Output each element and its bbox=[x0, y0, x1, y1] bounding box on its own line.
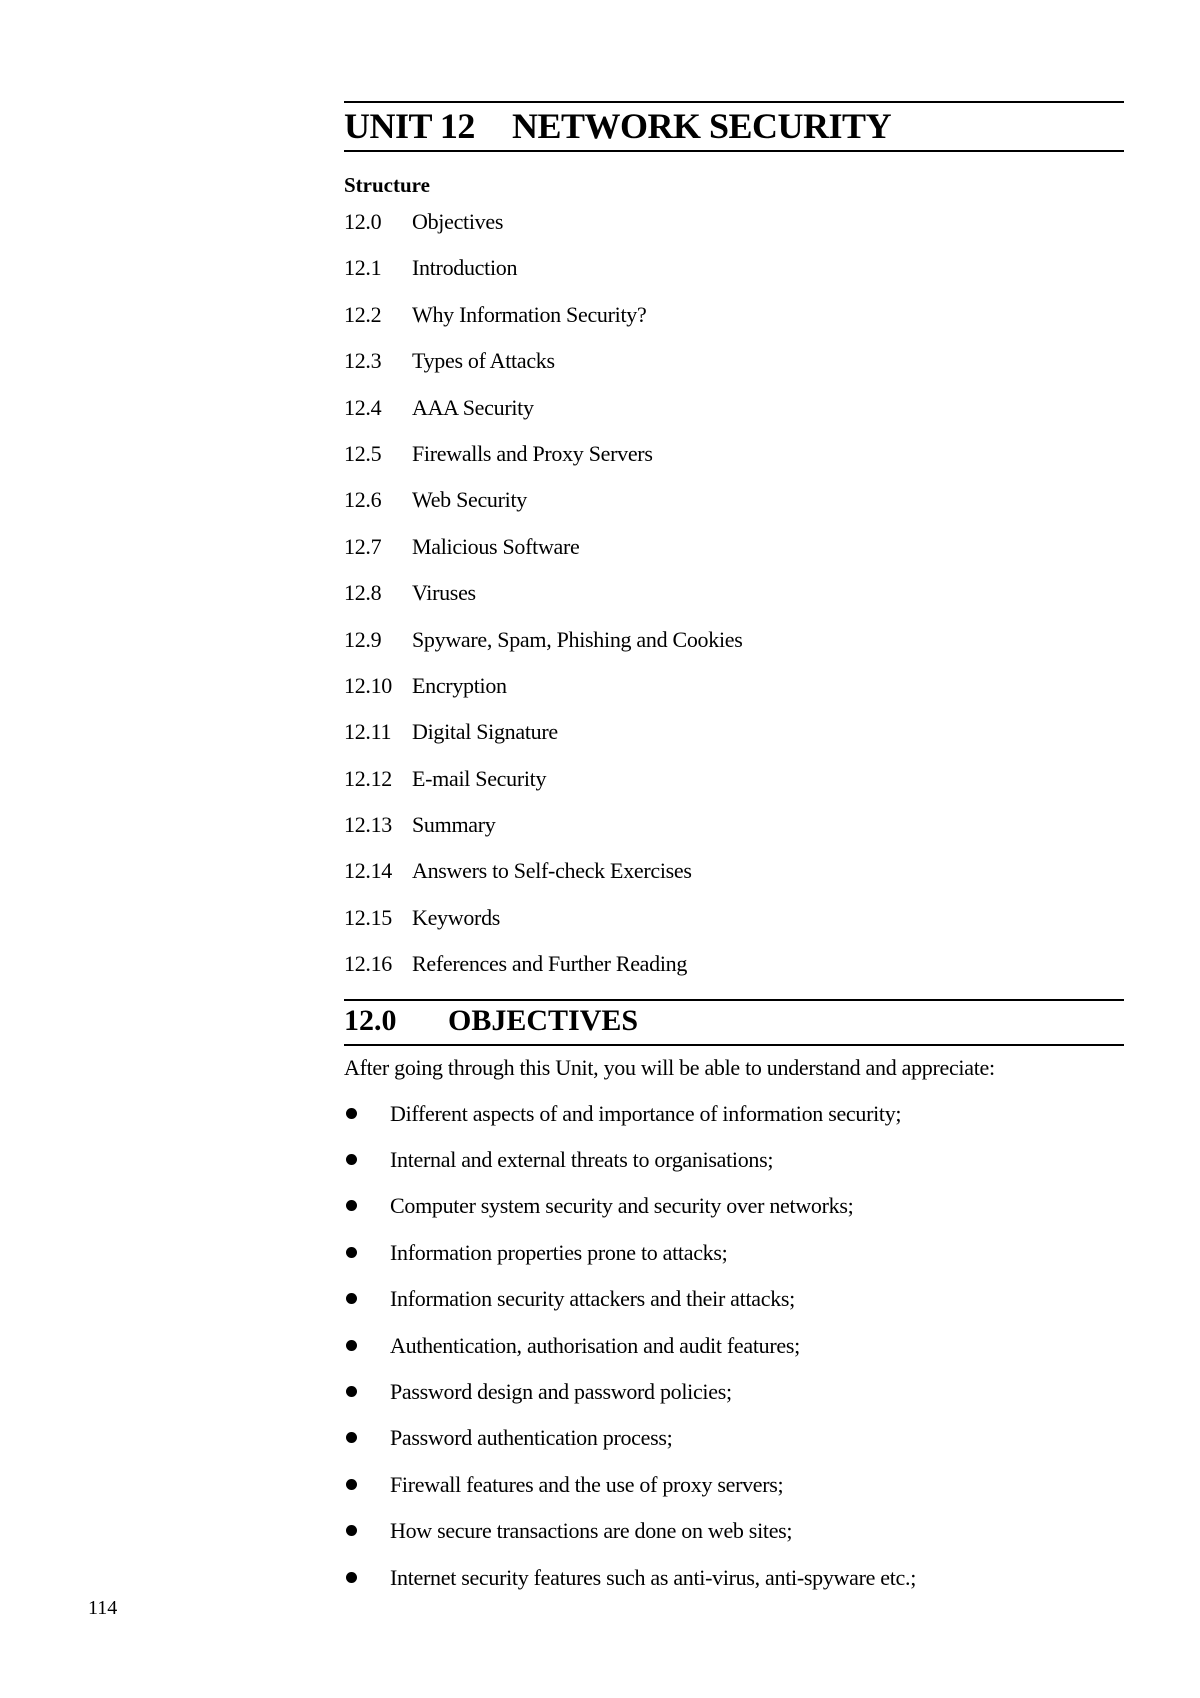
bullet-icon bbox=[344, 1426, 390, 1472]
list-item-text: Internal and external threats to organisations; bbox=[390, 1147, 774, 1173]
toc-number: 12.0 bbox=[344, 209, 382, 234]
toc-item bbox=[344, 813, 1124, 859]
toc-number: 12.1 bbox=[344, 255, 382, 281]
toc-number: 12.2 bbox=[344, 301, 382, 327]
toc-item bbox=[344, 210, 1124, 256]
toc-number: 12.12 bbox=[344, 765, 393, 791]
toc-title: Keywords bbox=[412, 904, 501, 930]
toc-title: Encryption bbox=[412, 672, 507, 698]
unit-name: NETWORK SECURITY bbox=[512, 106, 892, 146]
page-content bbox=[344, 101, 1124, 1612]
toc-number: 12.8 bbox=[344, 580, 382, 606]
structure-heading: Structure bbox=[344, 173, 430, 197]
toc-title: Viruses bbox=[412, 580, 476, 606]
toc-number: 12.9 bbox=[344, 626, 382, 652]
list-item bbox=[344, 1194, 1124, 1240]
toc-number: 12.6 bbox=[344, 487, 382, 513]
toc-number: 12.4 bbox=[344, 394, 382, 420]
bullet-icon bbox=[344, 1473, 390, 1519]
toc-title: Digital Signature bbox=[412, 719, 558, 745]
toc-title: E-mail Security bbox=[412, 765, 547, 791]
list-item bbox=[344, 1287, 1124, 1333]
toc-item bbox=[344, 349, 1124, 395]
toc-title: Types of Attacks bbox=[412, 348, 555, 374]
page-number: 114 bbox=[88, 1597, 118, 1619]
toc-number: 12.16 bbox=[344, 951, 393, 977]
table-of-contents bbox=[344, 210, 1124, 999]
bullet-icon bbox=[344, 1148, 390, 1194]
toc-item bbox=[344, 256, 1124, 302]
toc-item bbox=[344, 442, 1124, 488]
toc-item bbox=[344, 859, 1124, 905]
toc-item bbox=[344, 767, 1124, 813]
bullet-icon bbox=[344, 1334, 390, 1380]
bullet-icon bbox=[344, 1102, 390, 1148]
list-item-text: Authentication, authorisation and audit features; bbox=[390, 1332, 800, 1358]
section-title: OBJECTIVES bbox=[448, 1003, 639, 1037]
toc-number: 12.15 bbox=[344, 904, 393, 930]
list-item-text: Password authentication process; bbox=[390, 1425, 673, 1451]
toc-title: Answers to Self-check Exercises bbox=[412, 858, 692, 884]
bullet-icon bbox=[344, 1287, 390, 1333]
toc-item bbox=[344, 906, 1124, 952]
toc-item bbox=[344, 952, 1124, 998]
toc-title: AAA Security bbox=[412, 394, 534, 420]
bullet-icon bbox=[344, 1519, 390, 1565]
objectives-intro: After going through this Unit, you will be able to understand and appreciate: bbox=[344, 1054, 995, 1080]
list-item bbox=[344, 1519, 1124, 1565]
list-item bbox=[344, 1426, 1124, 1472]
objectives-heading-block bbox=[344, 999, 1124, 1046]
list-item-text: Password design and password policies; bbox=[390, 1378, 732, 1404]
toc-number: 12.14 bbox=[344, 858, 393, 884]
bullet-icon bbox=[344, 1380, 390, 1426]
toc-item bbox=[344, 535, 1124, 581]
toc-title: Spyware, Spam, Phishing and Cookies bbox=[412, 626, 743, 652]
toc-number: 12.11 bbox=[344, 719, 392, 745]
list-item bbox=[344, 1102, 1124, 1148]
objectives-list bbox=[344, 1102, 1124, 1612]
toc-item bbox=[344, 488, 1124, 534]
list-item-text: Different aspects of and importance of information security; bbox=[390, 1100, 902, 1126]
toc-title: References and Further Reading bbox=[412, 951, 688, 977]
list-item-text: How secure transactions are done on web sites; bbox=[390, 1518, 793, 1544]
toc-number: 12.5 bbox=[344, 440, 382, 466]
toc-number: 12.3 bbox=[344, 348, 382, 374]
toc-item bbox=[344, 396, 1124, 442]
list-item bbox=[344, 1473, 1124, 1519]
toc-number: 12.7 bbox=[344, 533, 382, 559]
list-item bbox=[344, 1148, 1124, 1194]
toc-item bbox=[344, 628, 1124, 674]
objectives-heading bbox=[344, 1004, 1124, 1038]
toc-title: Objectives bbox=[412, 209, 504, 234]
toc-item bbox=[344, 674, 1124, 720]
toc-item bbox=[344, 581, 1124, 627]
bullet-icon bbox=[344, 1241, 390, 1287]
list-item bbox=[344, 1334, 1124, 1380]
unit-number: UNIT 12 bbox=[344, 106, 475, 146]
toc-item bbox=[344, 303, 1124, 349]
list-item-text: Firewall features and the use of proxy servers; bbox=[390, 1471, 784, 1497]
bullet-icon bbox=[344, 1194, 390, 1240]
toc-title: Web Security bbox=[412, 487, 527, 513]
list-item-text: Information properties prone to attacks; bbox=[390, 1239, 728, 1265]
unit-title bbox=[344, 108, 1124, 144]
toc-title: Firewalls and Proxy Servers bbox=[412, 440, 653, 466]
toc-item bbox=[344, 720, 1124, 766]
list-item bbox=[344, 1241, 1124, 1287]
list-item-text: Computer system security and security over networks; bbox=[390, 1193, 854, 1219]
list-item-text: Internet security features such as anti-virus, anti-spyware etc.; bbox=[390, 1564, 917, 1590]
toc-title: Why Information Security? bbox=[412, 301, 647, 327]
bullet-icon bbox=[344, 1566, 390, 1612]
toc-title: Summary bbox=[412, 812, 496, 838]
list-item-text: Information security attackers and their attacks; bbox=[390, 1286, 795, 1312]
toc-title: Malicious Software bbox=[412, 533, 580, 559]
toc-title: Introduction bbox=[412, 255, 518, 281]
list-item bbox=[344, 1380, 1124, 1426]
unit-title-block bbox=[344, 101, 1124, 152]
toc-number: 12.13 bbox=[344, 812, 393, 838]
toc-number: 12.10 bbox=[344, 672, 393, 698]
list-item bbox=[344, 1566, 1124, 1612]
section-number: 12.0 bbox=[344, 1003, 397, 1037]
